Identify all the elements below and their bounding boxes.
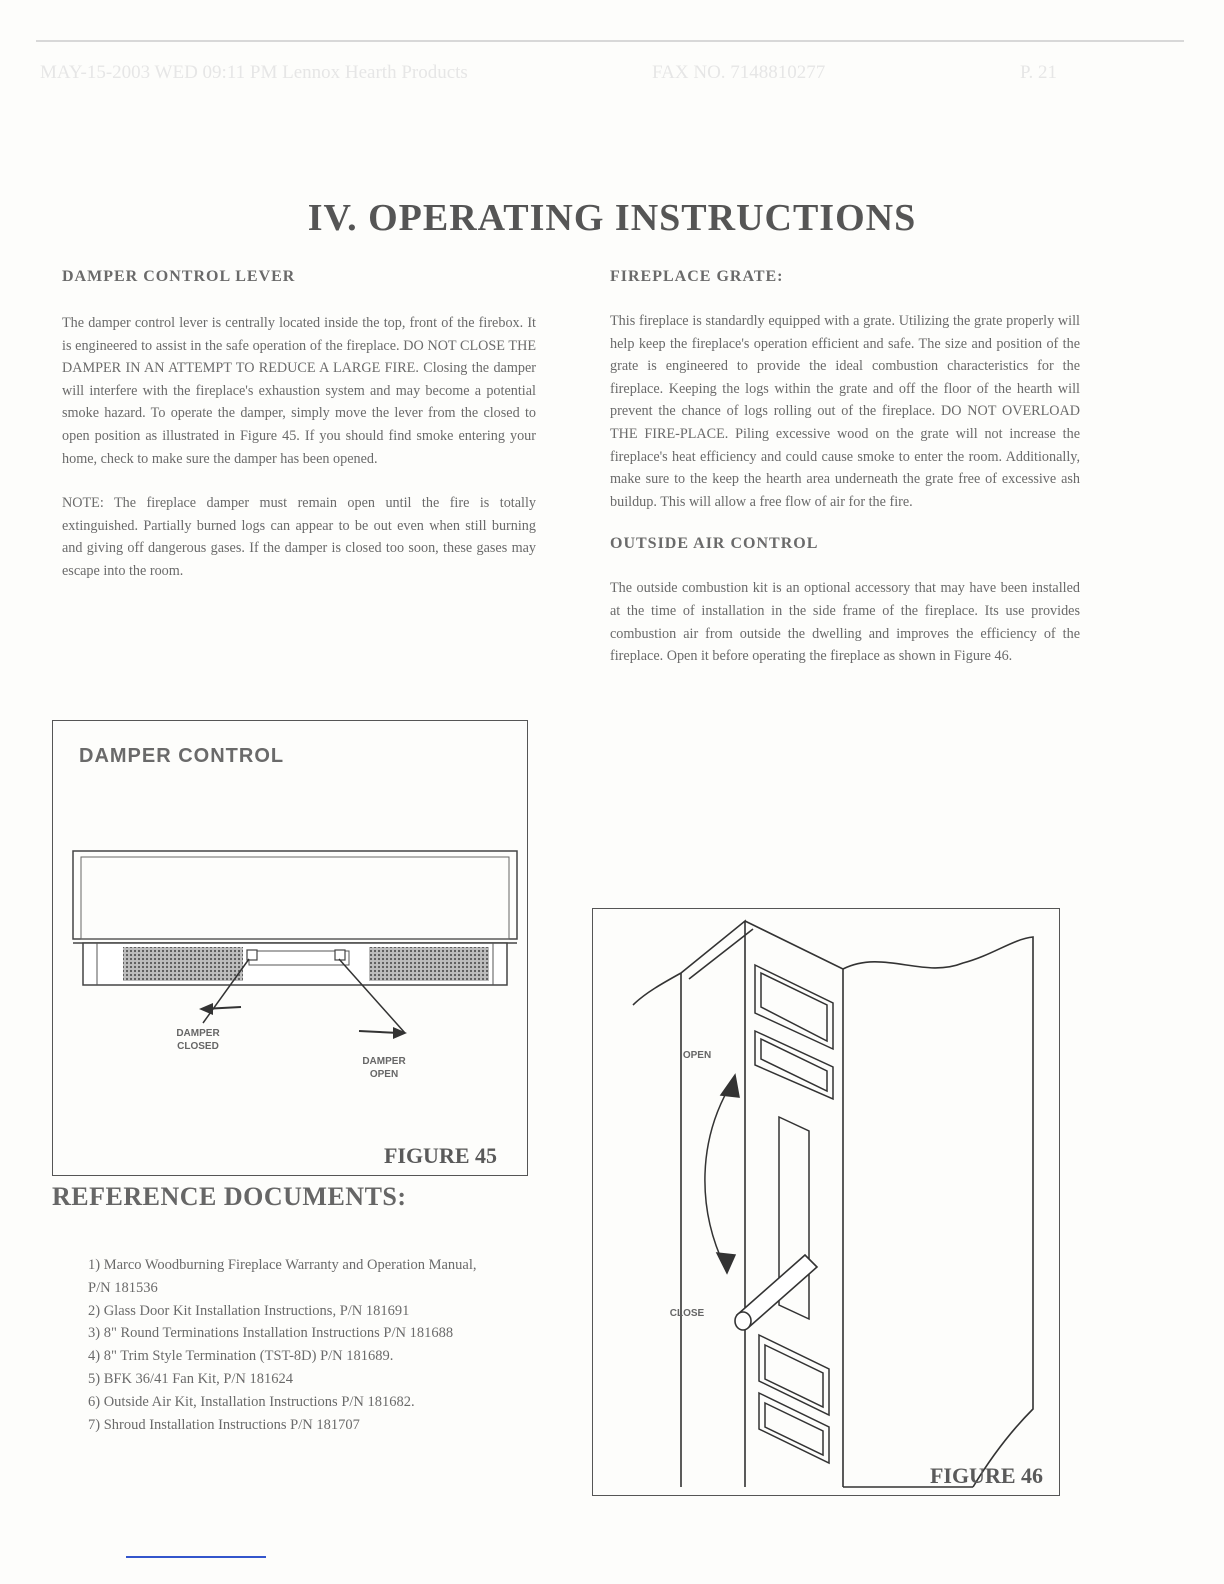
outside-air-diagram: [593, 909, 1061, 1497]
open-close-arrow: [705, 1075, 739, 1273]
damper-open-label: [349, 1055, 419, 1081]
outside-air-heading: OUTSIDE AIR CONTROL: [610, 535, 819, 553]
page-title: IV. OPERATING INSTRUCTIONS: [307, 197, 917, 239]
reference-item: 5) BFK 36/41 Fan Kit, P/N 181624: [88, 1370, 294, 1387]
damper-open-label-line2: OPEN: [369, 1069, 399, 1080]
air-close-label: CLOSE: [669, 1308, 705, 1319]
lower-vent-panels: [759, 1335, 829, 1463]
grate-heading: FIREPLACE GRATE:: [610, 268, 784, 285]
damper-note: NOTE: The fireplace damper must remain open until the fire is totally extinguished. Partially burned logs can appear to be out even when still burning and giving off dangerous gases. If the damper is closed too soon, these gases may escape into the room.: [62, 495, 536, 579]
damper-closed-label-line2: CLOSED: [177, 1041, 219, 1052]
fax-header: [40, 58, 1140, 88]
right-grille: [369, 947, 489, 981]
reference-item: 7) Shroud Installation Instructions P/N 181707: [88, 1416, 360, 1433]
figure-46-outside-air-control: [592, 908, 1060, 1496]
scan-top-rule: [36, 40, 1184, 42]
footer-blue-rule: [126, 1556, 266, 1558]
reference-item: 1) Marco Woodburning Fireplace Warranty and Operation Manual, P/N 181536: [88, 1257, 477, 1296]
damper-closed-label-line1: DAMPER: [176, 1028, 220, 1039]
fax-header-number: FAX NO. 7148810277: [652, 62, 826, 83]
damper-diagram: [53, 721, 529, 1177]
reference-item: 4) 8" Trim Style Termination (TST-8D) P/N 181689.: [88, 1348, 394, 1365]
outside-air-paragraph: The outside combustion kit is an optional accessory that may have been installed at the time of installation in the side frame of the fireplace. Its use provides combustion air from outside the dwelling and improves the efficiency of the fireplace. Open it before operating the fireplace as shown in Figure 46.: [610, 580, 1080, 665]
left-column: [62, 268, 536, 605]
damper-paragraph: The damper control lever is centrally located inside the top, front of the firebox. It is engineered to assist in the safe operation of the fireplace. DO NOT CLOSE THE DAMPER IN AN ATTEMPT TO REDUCE A LARGE FIRE. Closing the damper will interfere with the fireplace's exhaustion system and may become a potential smoke hazard. To operate the damper, simply move the lever from the closed to open position as illustrated in Figure 45. If you should find smoke entering your home, check to make sure the damper has been opened.: [62, 315, 536, 467]
air-control-lever: [735, 1255, 817, 1330]
reference-item: 3) 8" Round Terminations Installation Instructions P/N 181688: [88, 1325, 454, 1342]
left-grille: [123, 947, 243, 981]
damper-open-label-line1: DAMPER: [362, 1056, 406, 1067]
fax-header-page: P. 21: [1020, 62, 1057, 83]
damper-closed-label: [163, 1027, 233, 1053]
upper-vent-panels: [755, 965, 833, 1099]
firebox-top-outline: [73, 851, 517, 943]
figure-45-caption: FIGURE 45: [383, 1143, 497, 1168]
figure-46-caption: FIGURE 46: [929, 1463, 1043, 1488]
right-column: [610, 268, 1080, 690]
air-open-label: OPEN: [682, 1050, 712, 1061]
damper-lever-slot: [247, 950, 349, 965]
reference-title: REFERENCE DOCUMENTS:: [52, 1182, 407, 1211]
fax-header-sender: MAY-15-2003 WED 09:11 PM Lennox Hearth Products: [40, 62, 468, 83]
figure-45-title: DAMPER CONTROL: [79, 745, 285, 767]
reference-item: 2) Glass Door Kit Installation Instructions, P/N 181691: [88, 1302, 410, 1319]
reference-item: 6) Outside Air Kit, Installation Instructions P/N 181682.: [88, 1393, 415, 1410]
reference-list: [88, 1254, 498, 1436]
damper-heading: DAMPER CONTROL LEVER: [62, 268, 296, 285]
figure-45-damper-control: [52, 720, 528, 1176]
grate-paragraph: This fireplace is standardly equipped with a grate. Utilizing the grate properly will help keep the fireplace's operation efficient and safe. The size and position of the grate is engineered to provide the ideal combustion characteristics for the fireplace. Keeping the logs within the grate and off the floor of the hearth will prevent the chance of logs rolling out of the fireplace. DO NOT OVERLOAD THE FIRE-PLACE. Piling excessive wood on the grate will not increase the fireplace's heat efficiency and could cause smoke to enter the room. Additionally, make sure to the keep the hearth area underneath the grate free of excessive ash buildup. This will allow a free flow of air for the fire.: [610, 313, 1080, 510]
